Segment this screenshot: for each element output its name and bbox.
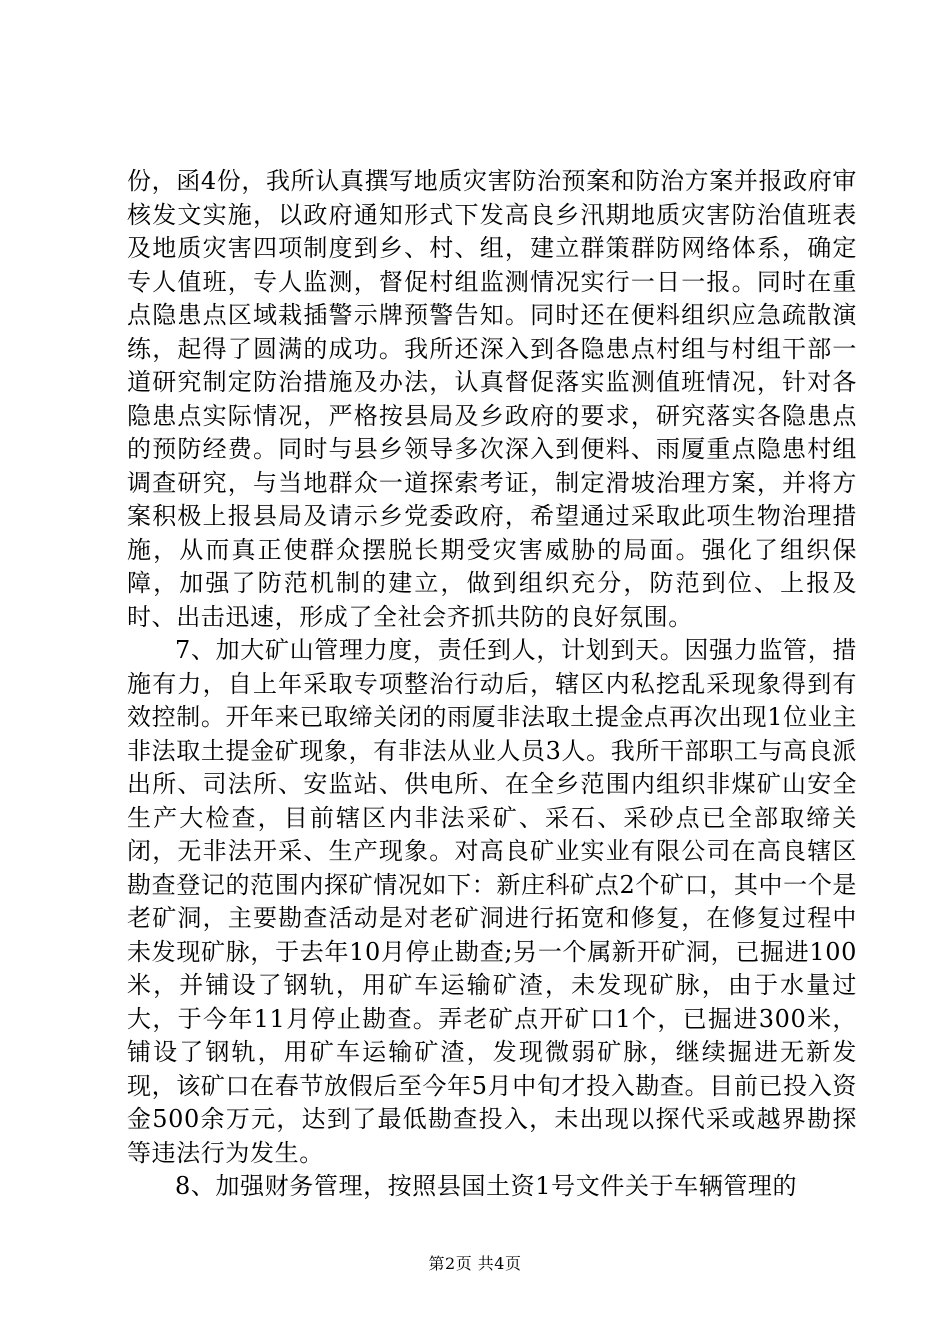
paragraph-item-7: 7、加大矿山管理力度，责任到人，计划到天。因强力监管，措施有力，自上年采取专项整治行动后，辖区内私挖乱采现象得到有效控制。开年来已取缔关闭的雨厦非法取土提金点再次出现1位业主非法取土提金矿现象，有非法从业人员3人。我所干部职工与高良派出所、司法所、安监站、供电所、在全乡范围内组织非煤矿山安全生产大检查，目前辖区内非法采矿、采石、采砂点已全部取缔关闭，无非法开采、生产现象。对高良矿业实业有限公司在高良辖区勘查登记的范围内探矿情况如下：新庄科矿点2个矿口，其中一个是老矿洞，主要勘查活动是对老矿洞进行拓宽和修复，在修复过程中未发现矿脉，于去年10月停止勘查;另一个属新开矿洞，已掘进100米，并铺设了钢轨，用矿车运输矿渣，未发现矿脉，由于水量过大，于今年11月停止勘查。弄老矿点开矿口1个，已掘进300米，铺设了钢轨，用矿车运输矿渣，发现微弱矿脉，继续掘进无新发现，该矿口在春节放假后至今年5月中旬才投入勘查。目前已投入资金500余万元，达到了最低勘查投入，未出现以探代采或越界勘探等违法行为发生。 <box>127 636 857 1167</box>
page-number-footer: 第2页 共4页 <box>428 1254 522 1273</box>
paragraph-continuation: 份，函4份，我所认真撰写地质灾害防治预案和防治方案并报政府审核发文实施，以政府通知形式下发高良乡汛期地质灾害防治值班表及地质灾害四项制度到乡、村、组，建立群策群防网络体系，确定专人值班，专人监测，督促村组监测情况实行一日一报。同时在重点隐患点区域栽插警示牌预警告知。同时还在便料组织应急疏散演练，起得了圆满的成功。我所还深入到各隐患点村组与村组干部一道研究制定防治措施及办法，认真督促落实监测值班情况，针对各隐患点实际情况，严格按县局及乡政府的要求，研究落实各隐患点的预防经费。同时与县乡领导多次深入到便料、雨厦重点隐患村组调查研究，与当地群众一道探索考证，制定滑坡治理方案，并将方案积极上报县局及请示乡党委政府，希望通过采取此项生物治理措施，从而真正使群众摆脱长期受灾害威胁的局面。强化了组织保障，加强了防范机制的建立，做到组织充分，防范到位、上报及时、出击迅速，形成了全社会齐抓共防的良好氛围。 <box>127 167 857 631</box>
paragraph-item-8: 8、加强财务管理，按照县国土资1号文件关于车辆管理的 <box>175 1172 798 1200</box>
document-body <box>127 165 857 1204</box>
